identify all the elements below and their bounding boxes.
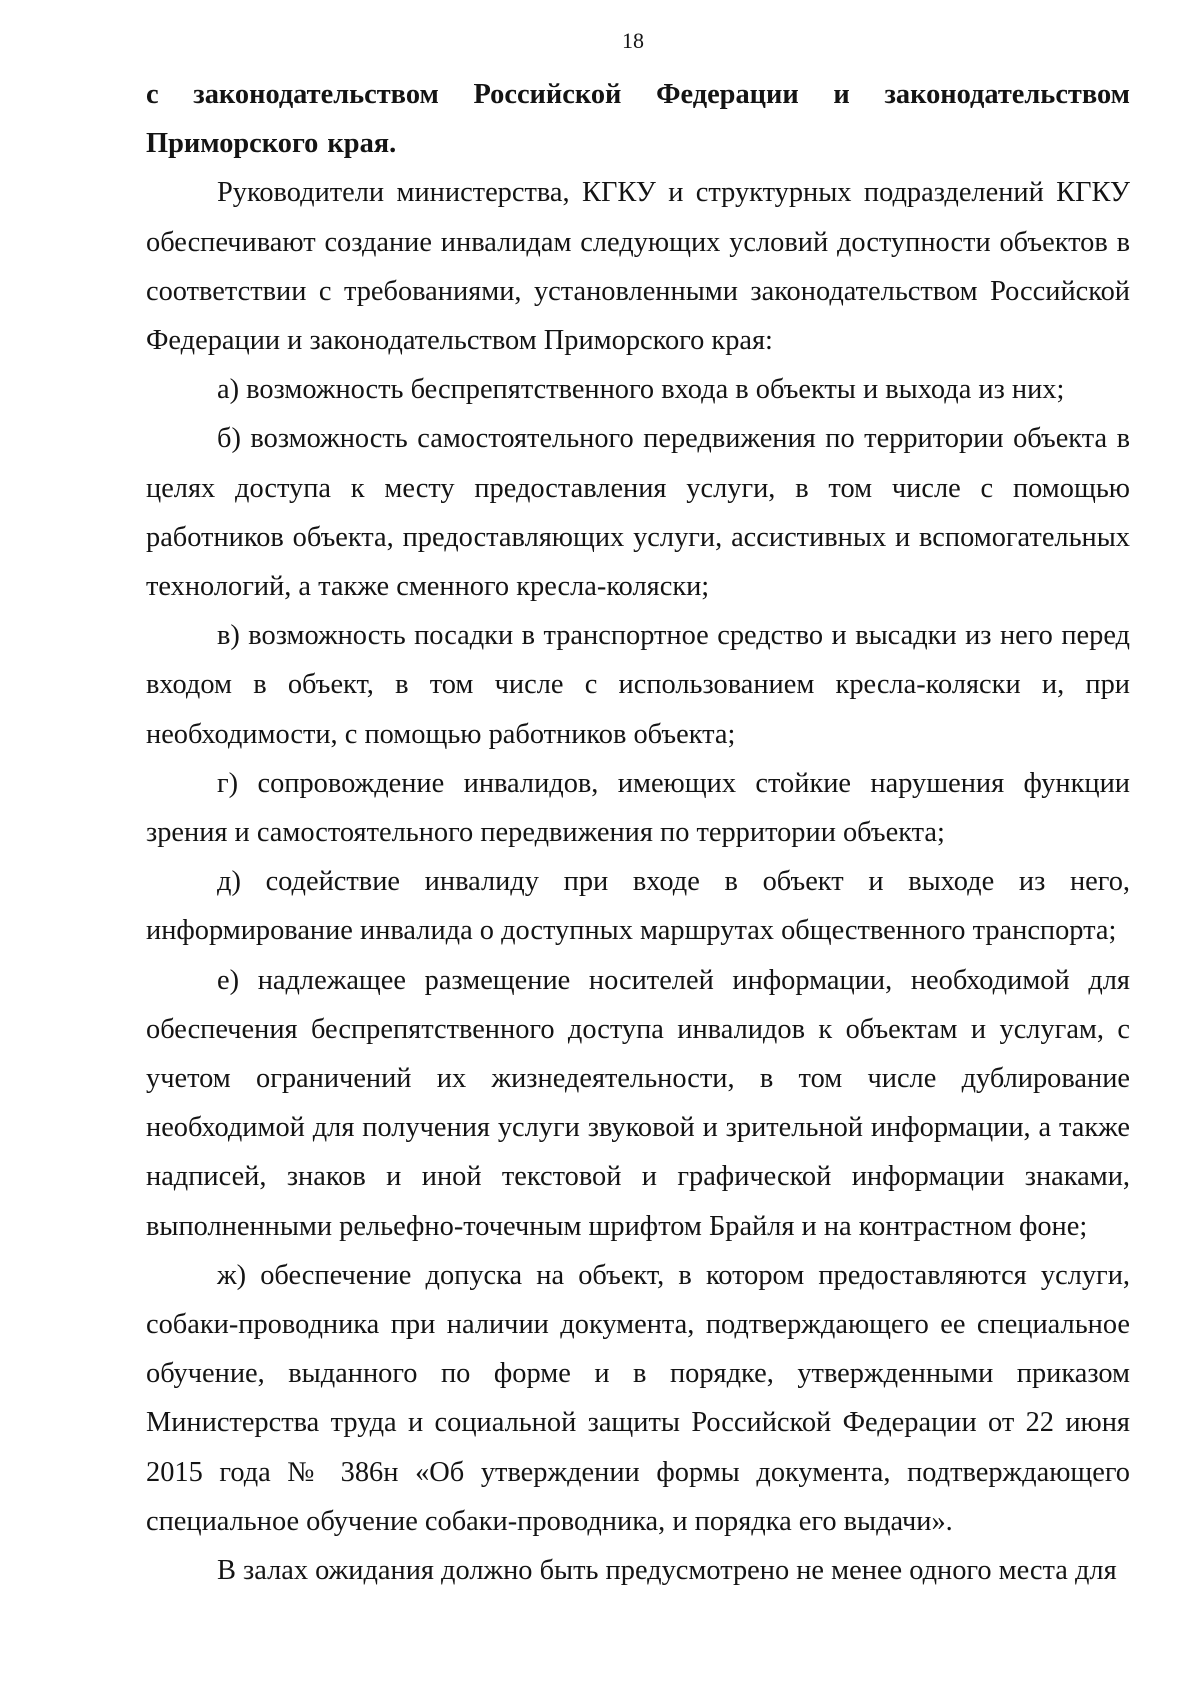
list-item-g: г) сопровождение инвалидов, имеющих стойкие нарушения функции зрения и самостоятельного передвижения по территории объекта; [146, 767, 1130, 849]
list-item-v: в) возможность посадки в транспортное средство и высадки из него перед входом в объект, в том числе с использованием кресла-коляски и, при необходимости, с помощью работников объекта; [146, 620, 1130, 750]
paragraph-intro: Руководители министерства, КГКУ и структурных подразделений КГКУ обеспечивают создание инвалидам следующих условий доступности объектов в соответствии с требованиями, установленными законодательством Российской Федерации и законодательством Приморского края: [146, 177, 1130, 357]
list-item-e: е) надлежащее размещение носителей информации, необходимой для обеспечения беспрепятственного доступа инвалидов к объектам и услугам, с учетом ограничений их жизнедеятельности, в том числе дублирование необходимой для получения услуги звуковой и зрительной информации, а также надписей, знаков и иной текстовой и графической информации знаками, выполненными рельефно-точечным шрифтом Брайля и на контрастном фоне; [146, 964, 1130, 1242]
list-item-d: д) содействие инвалиду при входе в объект и выходе из него, информирование инвалида о доступных маршрутах общественного транспорта; [146, 866, 1130, 947]
paragraph-waiting-rooms: В залах ожидания должно быть предусмотрено не менее одного места для [217, 1555, 1117, 1587]
list-item-b: б) возможность самостоятельного передвижения по территории объекта в целях доступа к месту предоставления услуги, в том числе с помощью работников объекта, предоставляющих услуги, ассистивных и вспомогательных технологий, а также сменного кресла-коляски; [146, 423, 1130, 603]
list-item-a: а) возможность беспрепятственного входа в объекты и выхода из них; [217, 374, 1065, 406]
list-item-zh: ж) обеспечение допуска на объект, в котором предоставляются услуги, собаки-проводника при наличии документа, подтверждающего ее специальное обучение, выданного по форме и в порядке, утвержденными приказом Министерства труда и социальной защиты Российской Федерации от 22 июня 2015 года № 386н «Об утверждении формы документа, подтверждающего специальное обучение собаки-проводника, и порядка его выдачи». [146, 1259, 1130, 1537]
paragraph-heading-continuation: с законодательством Российской Федерации и законодательством Приморского края. [146, 79, 1130, 160]
document-body [146, 70, 1130, 1595]
page-number: 18 [622, 28, 644, 53]
